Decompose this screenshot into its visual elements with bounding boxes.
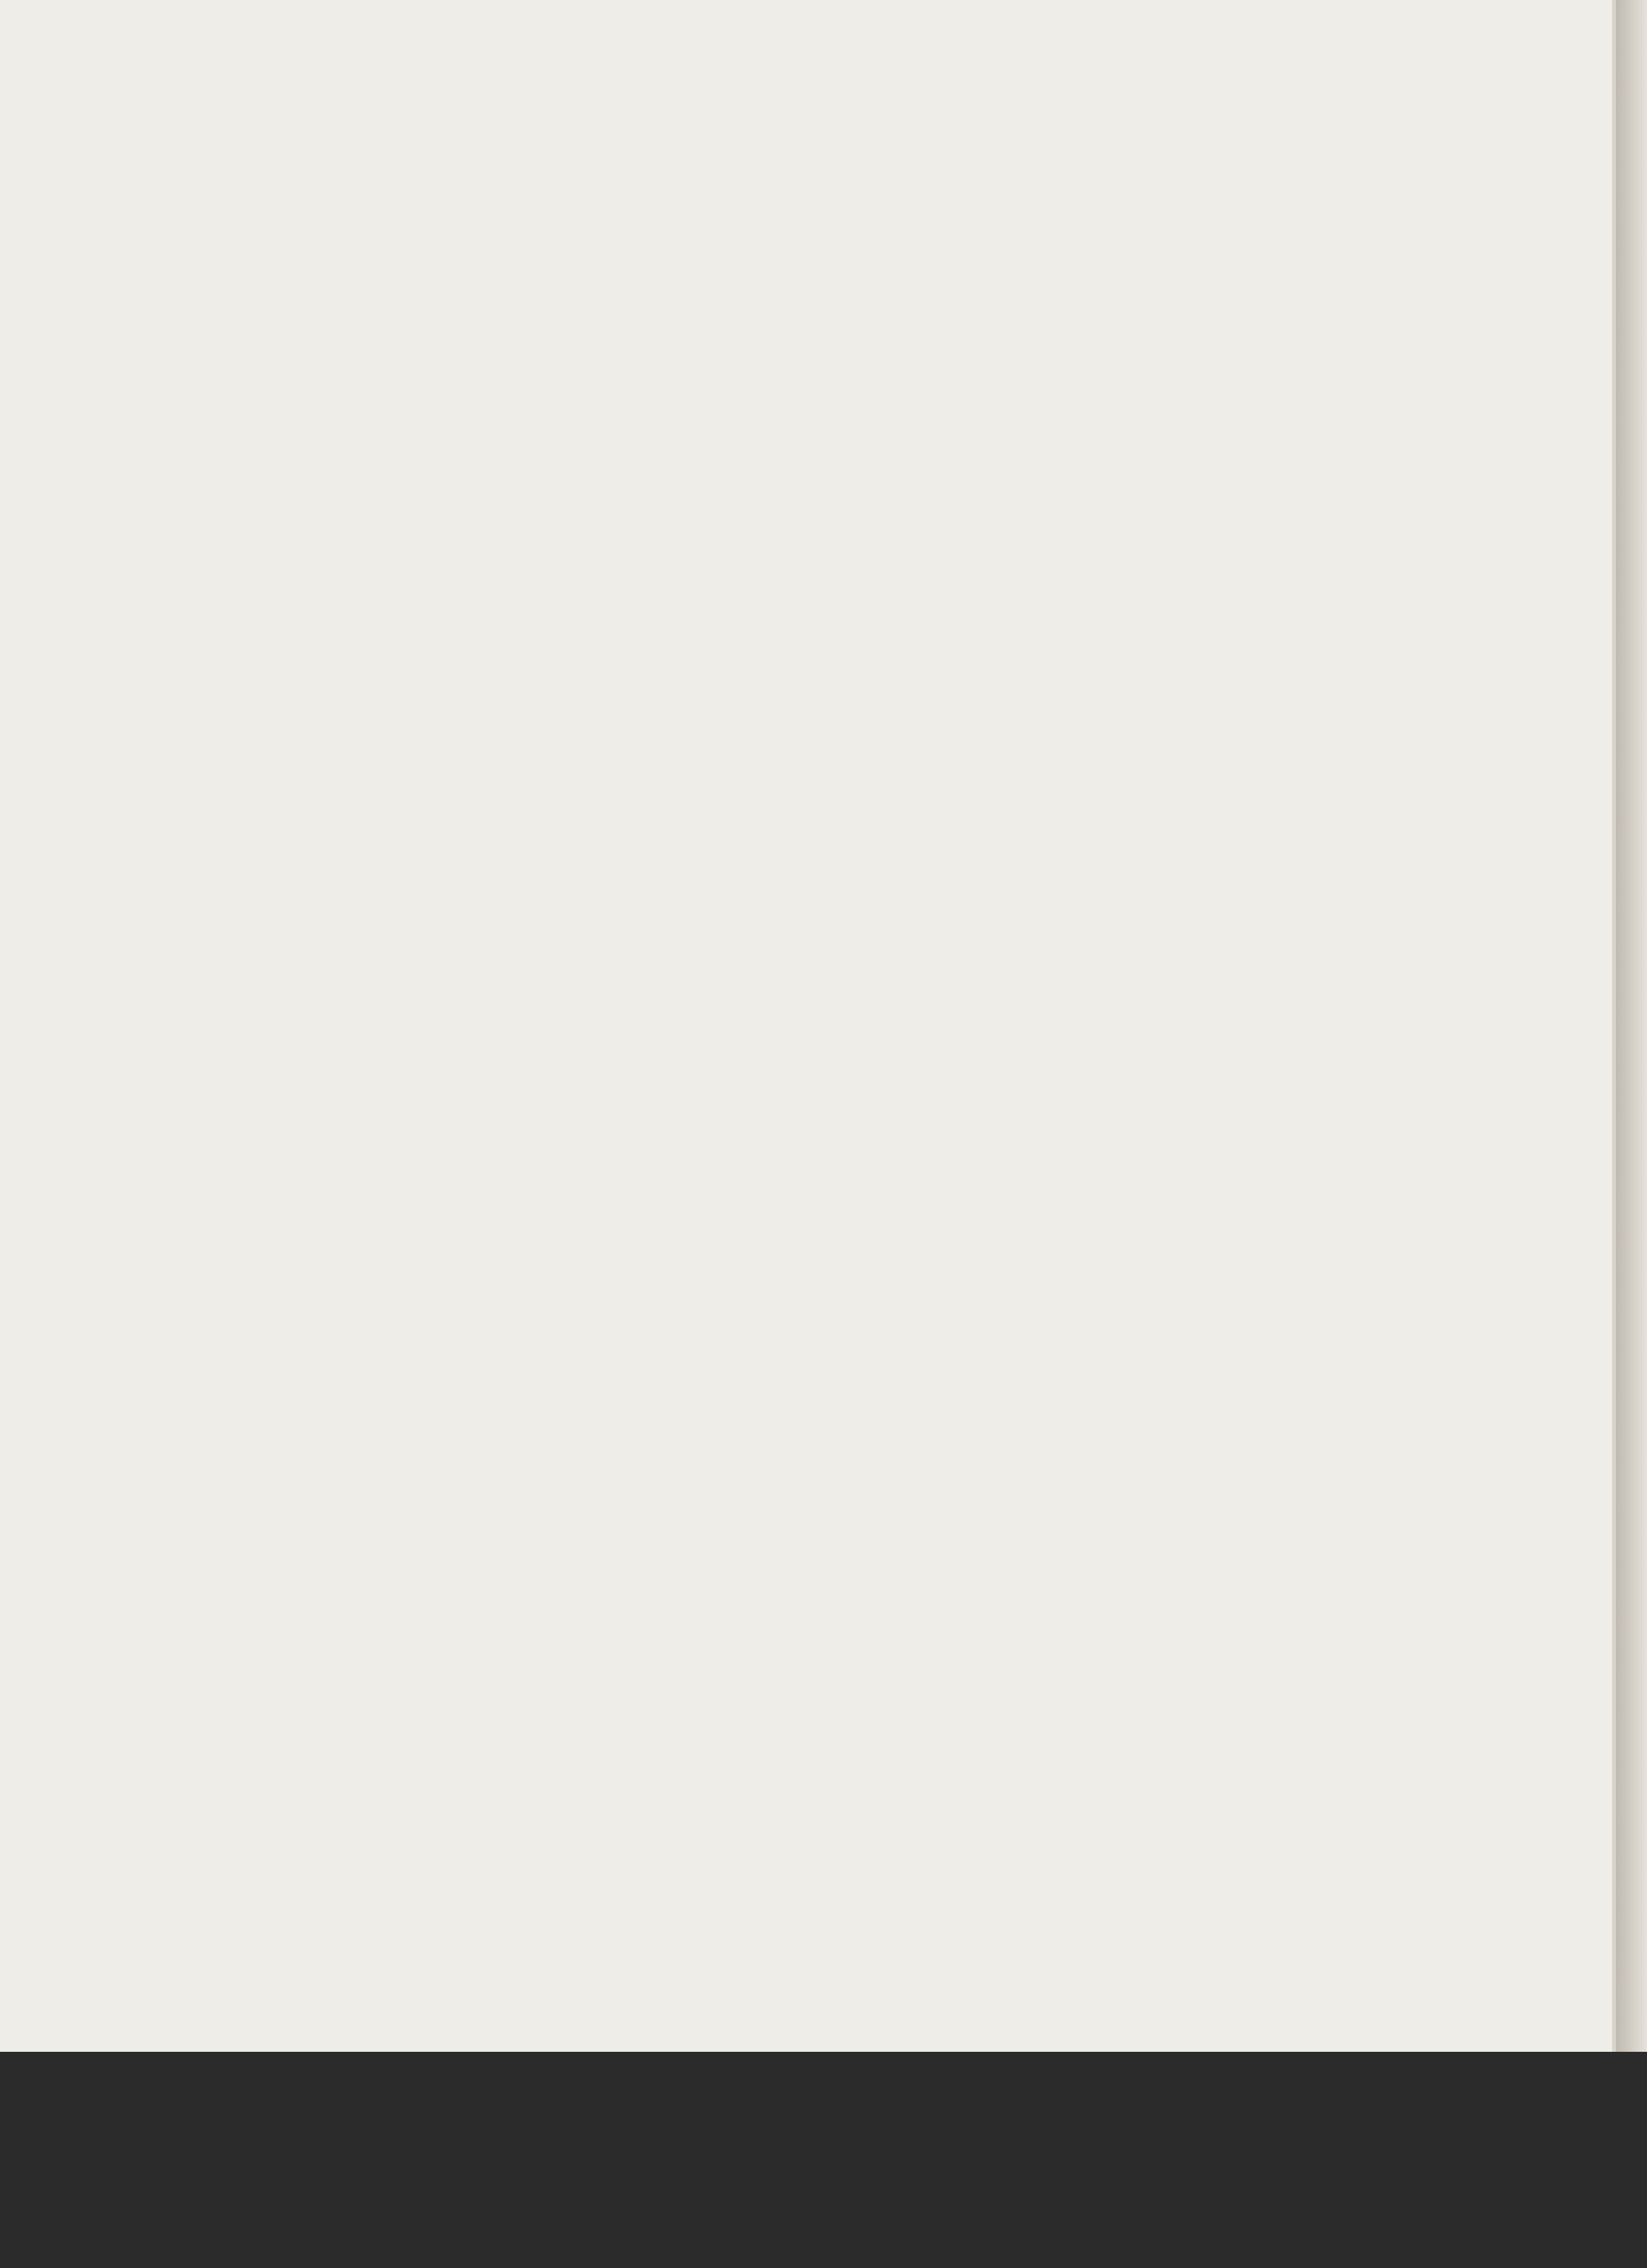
page-edge	[1616, 0, 1647, 2052]
page-content	[0, 1679, 228, 1837]
scanner-background	[0, 2052, 1647, 2268]
